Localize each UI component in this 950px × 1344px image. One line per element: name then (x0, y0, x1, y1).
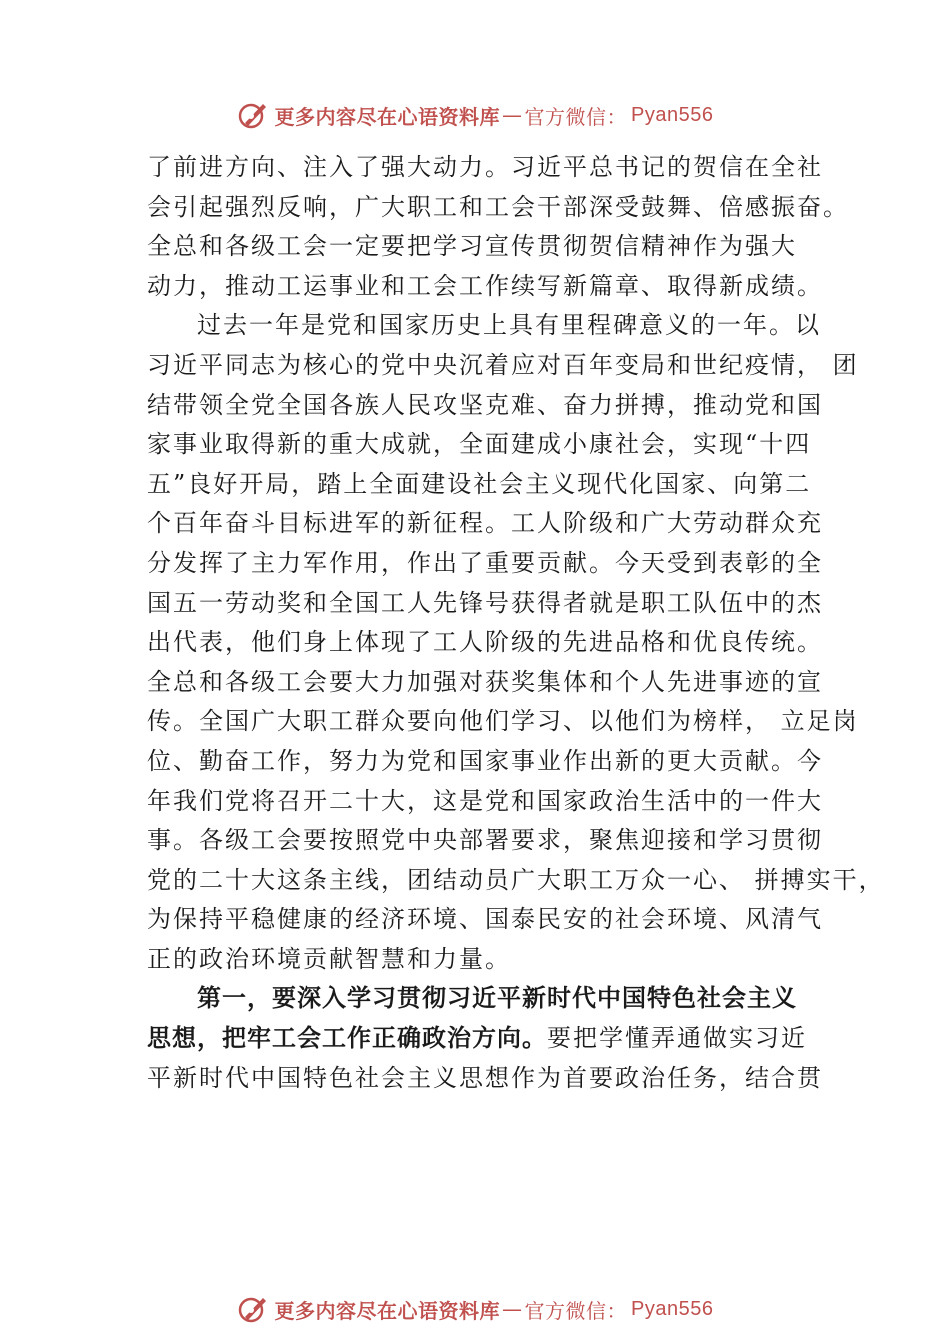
text-line: 动力，推动工运事业和工会工作续写新篇章、取得新成绩。 (147, 271, 823, 300)
text-line: 会引起强烈反响，广大职工和工会干部深受鼓舞、倍感振奋。 (147, 192, 849, 221)
text-line: 事。各级工会要按照党中央部署要求，聚焦迎接和学习贯彻 (147, 826, 823, 855)
section-heading-continued: 思想，把牢工会工作正确政治方向。 (147, 1024, 547, 1053)
section-heading: 第一，要深入学习贯彻习近平新时代中国特色社会主义 (197, 984, 797, 1013)
text-line: 位、勤奋工作，努力为党和国家事业作出新的更大贡献。今 (147, 746, 823, 775)
document-body (147, 148, 885, 1098)
text-line: 党的二十大这条主线，团结动员广大职工万众一心、 拼搏实干， (147, 865, 885, 894)
banner-wechat-label: 官方微信： (524, 104, 628, 129)
banner-dash: — (502, 1297, 523, 1321)
section-body-text: 要把学懂弄通做实习近 (547, 1024, 807, 1053)
text-line: 出代表，他们身上体现了工人阶级的先进品格和优良传统。 (147, 628, 823, 657)
pen-logo-icon (237, 99, 269, 131)
text-line: 平新时代中国特色社会主义思想作为首要政治任务，结合贯 (147, 1063, 823, 1092)
text-line: 全总和各级工会一定要把学习宣传贯彻贺信精神作为强大 (147, 232, 797, 261)
text-line: 家事业取得新的重大成就，全面建成小康社会，实现“十四 (147, 430, 812, 459)
banner-wechat-label: 官方微信： (524, 1298, 628, 1323)
banner-main-text: 更多内容尽在心语资料库 (274, 1298, 501, 1323)
banner-wechat-id: Pyan556 (631, 1297, 714, 1320)
pen-logo-icon (237, 1293, 269, 1325)
header-watermark (0, 95, 950, 135)
section-heading-line (147, 1019, 817, 1059)
text-line: 结带领全党全国各族人民攻坚克难、奋力拼搏，推动党和国 (147, 390, 823, 419)
section-heading-line (147, 979, 817, 1019)
text-line: 了前进方向、注入了强大动力。习近平总书记的贺信在全社 (147, 153, 823, 181)
text-line: 习近平同志为核心的党中央沉着应对百年变局和世纪疫情， 团 (147, 350, 859, 379)
text-line: 国五一劳动奖和全国工人先锋号获得者就是职工队伍中的杰 (147, 588, 823, 617)
text-line: 五”良好开局，踏上全面建设社会主义现代化国家、向第二 (147, 469, 812, 498)
text-line: 正的政治环境贡献智慧和力量。 (147, 944, 511, 973)
text-line: 个百年奋斗目标进军的新征程。工人阶级和广大劳动群众充 (147, 509, 823, 538)
text-line: 为保持平稳健康的经济环境、国泰民安的社会环境、风清气 (147, 905, 823, 934)
banner-wechat-id: Pyan556 (631, 103, 714, 126)
text-line: 分发挥了主力军作用，作出了重要贡献。今天受到表彰的全 (147, 548, 823, 577)
banner-main-text: 更多内容尽在心语资料库 (274, 104, 501, 129)
text-line: 全总和各级工会要大力加强对获奖集体和个人先进事迹的宣 (147, 667, 823, 696)
banner-dash: — (502, 103, 523, 127)
text-line: 传。全国广大职工群众要向他们学习、以他们为榜样， 立足岗 (147, 707, 859, 736)
paragraph-start-line: 过去一年是党和国家历史上具有里程碑意义的一年。以 (197, 311, 821, 340)
footer-watermark (0, 1289, 950, 1329)
text-line: 年我们党将召开二十大，这是党和国家政治生活中的一件大 (147, 786, 823, 815)
